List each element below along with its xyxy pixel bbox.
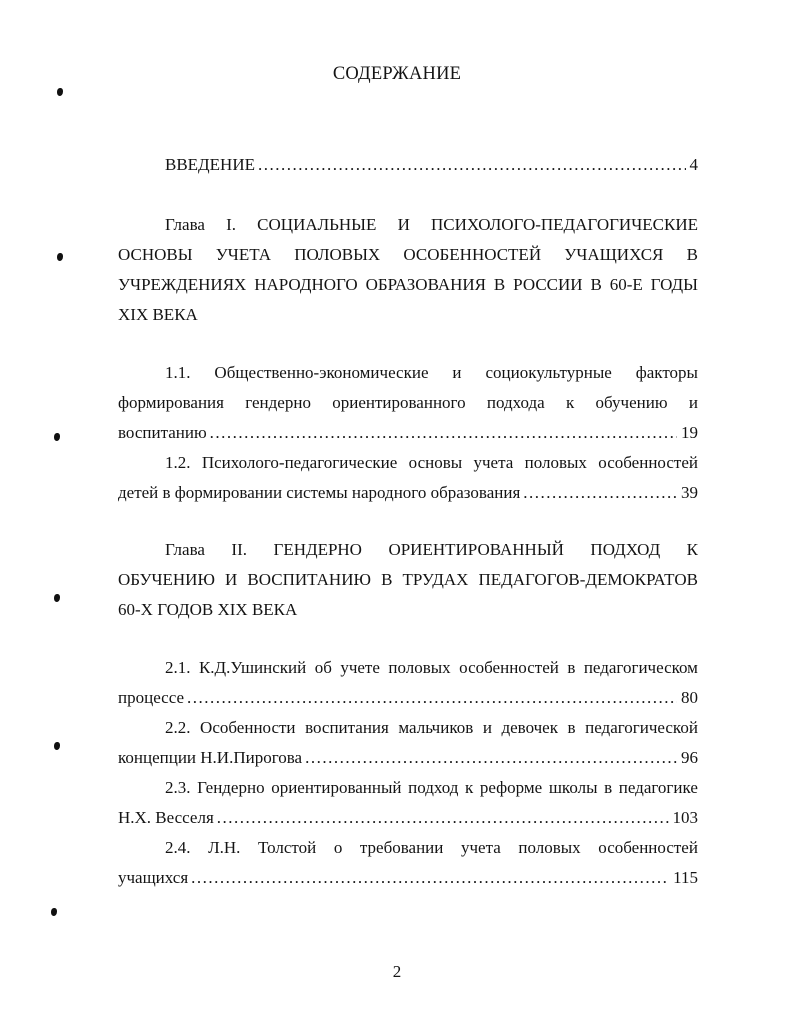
scan-mark [57,88,63,96]
word: педагогической [585,718,698,737]
page-title: СОДЕРЖАНИЕ [332,64,462,84]
word: подход [408,778,459,797]
word: ОСНОВЫ [118,245,193,264]
toc-entry-1-2 [118,478,698,508]
word: и [482,718,492,737]
word: I. [226,215,237,234]
word: девочек [501,718,558,737]
word: II. [231,540,247,559]
word: и [688,393,698,412]
toc-label: концепции Н.И.Пирогова [118,748,303,767]
word: и [452,363,462,382]
word: подхода [486,393,545,412]
word: Глава [165,540,205,559]
word: Л.Н. [208,838,241,857]
word: школы [548,778,598,797]
word: Толстой [258,838,317,857]
toc-leader [210,418,677,448]
word: 2.3. [165,778,191,797]
word: в [604,778,613,797]
word: ВОСПИТАНИЮ [247,570,371,589]
word: ПОЛОВЫХ [294,245,381,264]
word: ОБРАЗОВАНИЯ [365,275,487,294]
word: в [567,718,576,737]
word: ГЕНДЕРНО [273,540,362,559]
word: обучению [595,393,668,412]
toc-entry-2-3 [118,803,698,833]
word: половых [518,838,581,857]
word: В [686,245,698,264]
word: воспитания [305,718,389,737]
section-2-1-line [165,653,698,683]
toc-label: воспитанию [118,423,207,442]
toc-entry-2-2 [118,743,698,773]
chapter-2-heading-line [118,565,698,595]
section-2-2-line [165,713,698,743]
section-1-1-line [118,388,698,418]
chapter-1-heading-line: XIX ВЕКА [118,305,198,324]
word: ТРУДАХ [402,570,469,589]
word: УЧРЕЖДЕНИЯХ [118,275,247,294]
word: СОЦИАЛЬНЫЕ [257,215,377,234]
toc-page-number: 96 [681,748,698,767]
word: К [686,540,698,559]
toc-leader [191,863,669,893]
chapter-1-heading-line [165,210,698,240]
word: ОСОБЕННОСТЕЙ [403,245,542,264]
word: основы [408,453,463,472]
toc-page-number: 103 [672,808,698,827]
word: 1.1. [165,363,191,382]
toc-page-number: 80 [681,688,698,707]
toc-leader [305,743,677,773]
word: социокультурные [485,363,612,382]
toc-leader [217,803,669,833]
word: факторы [635,363,698,382]
toc-page-number: 4 [689,155,698,174]
toc-label: ВВЕДЕНИЕ [165,155,255,174]
word: 2.2. [165,718,191,737]
word: К.Д.Ушинский [198,658,307,677]
scan-mark [54,594,60,602]
toc-entry-1-1 [118,418,698,448]
scan-mark [57,253,63,261]
word: Особенности [200,718,296,737]
word: мальчиков [398,718,474,737]
toc-page-number: 19 [681,423,698,442]
word: об [314,658,332,677]
word: учета [473,453,514,472]
toc-entry-intro [165,150,698,180]
word: к [566,393,575,412]
word: особенностей [598,453,698,472]
section-1-2-line [165,448,698,478]
word: УЧЕТА [215,245,272,264]
section-1-1-line [165,358,698,388]
toc-entry-2-1 [118,683,698,713]
word: В [381,570,393,589]
toc-page-number: 115 [673,868,698,887]
word: особенностей [459,658,559,677]
toc-leader [187,683,677,713]
word: реформе [479,778,543,797]
word: формирования [118,393,224,412]
toc-label: процессе [118,688,185,707]
toc-leader [258,150,686,180]
word: ГОДЫ [650,275,698,294]
word: учета [460,838,501,857]
section-2-3-line [165,773,698,803]
toc-leader [523,478,677,508]
scan-mark [54,742,60,750]
word: 2.1. [165,658,191,677]
word: 60-Е [609,275,643,294]
section-2-4-line [165,833,698,863]
word: ОБУЧЕНИЮ [118,570,215,589]
word: гендерно [245,393,311,412]
word: И [397,215,410,234]
chapter-1-heading-line [118,270,698,300]
page-number: 2 [392,962,402,981]
word: 2.4. [165,838,191,857]
word: ориентированного [332,393,466,412]
word: НАРОДНОГО [254,275,358,294]
word: УЧАЩИХСЯ [564,245,664,264]
word: в [567,658,576,677]
word: ПОДХОД [590,540,661,559]
toc-page-number: 39 [681,483,698,502]
word: требовании [359,838,444,857]
toc-label: Н.Х. Весселя [118,808,214,827]
word: 1.2. [165,453,191,472]
word: половых [524,453,587,472]
word: половых [388,658,451,677]
word: ПСИХОЛОГО-ПЕДАГОГИЧЕСКИЕ [431,215,698,234]
word: РОССИИ [513,275,583,294]
word: особенностей [598,838,698,857]
word: Психолого-педагогические [201,453,398,472]
word: В [493,275,506,294]
word: о [333,838,343,857]
scan-mark [51,908,57,916]
word: Общественно-экономические [214,363,429,382]
word: ориентированный [271,778,402,797]
chapter-1-heading-line [118,240,698,270]
scan-mark [54,433,60,441]
word: ПЕДАГОГОВ-ДЕМОКРАТОВ [478,570,698,589]
word: к [465,778,474,797]
word: учете [340,658,380,677]
toc-entry-2-4 [118,863,698,893]
word: педагогическом [583,658,698,677]
word: Гендерно [197,778,265,797]
word: И [225,570,238,589]
word: В [590,275,602,294]
chapter-2-heading-line: 60-Х ГОДОВ XIX ВЕКА [118,600,298,619]
chapter-2-heading-line [165,535,698,565]
word: Глава [165,215,205,234]
word: педагогике [618,778,698,797]
toc-label: детей в формировании системы народного образования [118,483,521,502]
word: ОРИЕНТИРОВАННЫЙ [388,540,564,559]
toc-label: учащихся [118,868,189,887]
